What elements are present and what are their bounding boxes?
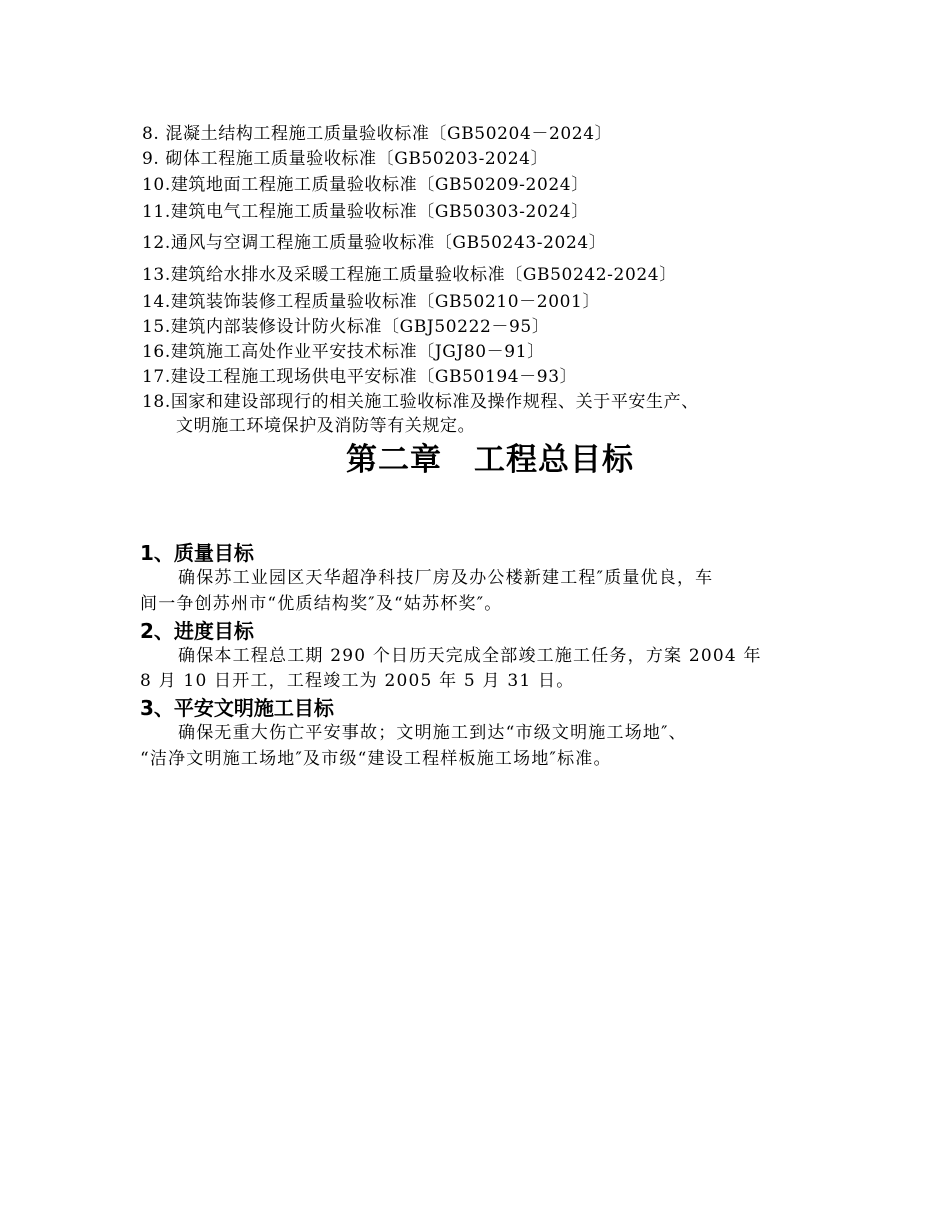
chapter-title: 第二章 工程总目标 — [346, 442, 634, 478]
standard-item-15: 15.建筑内部装修设计防火标准〔GBJ50222－95〕 — [142, 317, 550, 337]
standard-item-17: 17.建设工程施工现场供电平安标准〔GB50194－93〕 — [142, 367, 578, 387]
standard-item-12: 12.通风与空调工程施工质量验收标准〔GB50243-2024〕 — [142, 233, 607, 253]
schedule-paragraph-line-2: 8 月 10 日开工，工程竣工为 2005 年 5 月 31 日。 — [140, 671, 575, 691]
standard-item-11: 11.建筑电气工程施工质量验收标准〔GB50303-2024〕 — [142, 202, 589, 222]
standard-item-16: 16.建筑施工高处作业平安技术标准〔JGJ80－91〕 — [142, 342, 545, 362]
section-heading-quality: 1、质量目标 — [140, 541, 254, 565]
standard-item-18: 18.国家和建设部现行的相关施工验收标准及操作规程、关于平安生产、 — [142, 392, 699, 412]
standard-item-14: 14.建筑装饰装修工程质量验收标准〔GB50210－2001〕 — [142, 292, 601, 312]
safety-paragraph-line-2: “洁净文明施工场地″及市级“建设工程样板施工场地″标准。 — [140, 749, 612, 769]
standard-item-9: 9. 砌体工程施工质量验收标准〔GB50203-2024〕 — [142, 149, 549, 169]
standard-item-18-continued: 文明施工环境保护及消防等有关规定。 — [176, 416, 476, 436]
quality-paragraph-line-1: 确保苏工业园区天华超净科技厂房及办公楼新建工程″质量优良，车 — [178, 568, 714, 588]
section-heading-schedule: 2、进度目标 — [140, 619, 254, 643]
standard-item-13: 13.建筑给水排水及采暖工程施工质量验收标准〔GB50242-2024〕 — [142, 265, 677, 285]
safety-paragraph-line-1: 确保无重大伤亡平安事故；文明施工到达“市级文明施工场地″、 — [178, 723, 687, 743]
section-heading-safety: 3、平安文明施工目标 — [140, 696, 334, 720]
schedule-paragraph-line-1: 确保本工程总工期 290 个日历天完成全部竣工施工任务，方案 2004 年 — [178, 646, 762, 666]
standard-item-10: 10.建筑地面工程施工质量验收标准〔GB50209-2024〕 — [142, 175, 589, 195]
standard-item-8: 8. 混凝土结构工程施工质量验收标准〔GB50204－2024〕 — [142, 124, 613, 144]
quality-paragraph-line-2: 间一争创苏州市“优质结构奖″及“姑苏杯奖″。 — [140, 594, 503, 614]
